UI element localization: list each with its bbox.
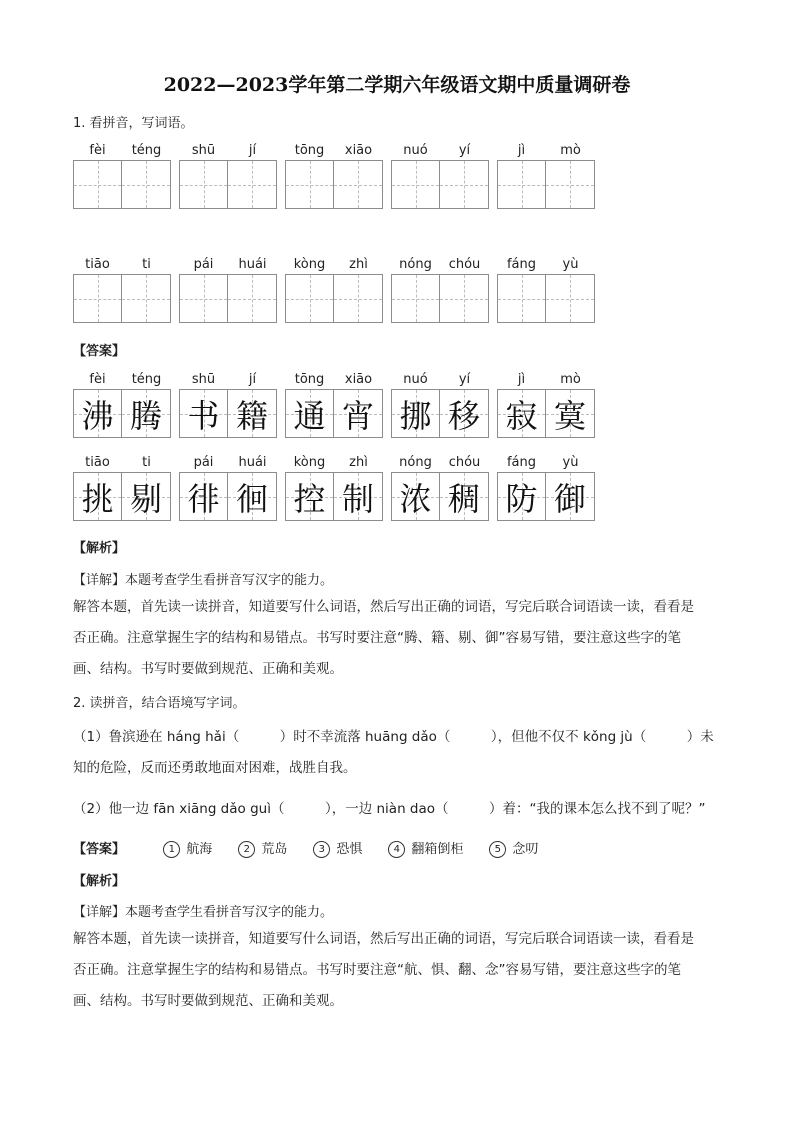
pinyin-grid-row-2 [73, 257, 613, 337]
answer-char-box [334, 472, 383, 521]
writing-box [546, 160, 595, 209]
answer-char: 书 [187, 396, 220, 435]
guide-line-vertical [358, 161, 359, 208]
word-cell [73, 455, 172, 535]
guide-line-vertical [416, 161, 417, 208]
pinyin-label: tōng [294, 143, 325, 158]
answer-char-box [228, 389, 277, 438]
writing-box [546, 274, 595, 323]
answer-char: 挑 [81, 479, 114, 518]
answer-char-box [228, 472, 277, 521]
pinyin-label: nóng [399, 455, 432, 470]
pinyin-label: yí [458, 372, 471, 387]
answer-char-box [440, 389, 489, 438]
circled-number: 1 [163, 841, 180, 858]
word-cell [73, 143, 172, 223]
guide-line-vertical [416, 275, 417, 322]
pinyin-label: nuó [403, 143, 428, 158]
word-cell [391, 455, 490, 535]
answer-char-box [391, 472, 440, 521]
q2-detail: 【详解】本题考查学生看拼音写汉字的能力。 [73, 905, 334, 920]
answer-char: 控 [293, 479, 326, 518]
writing-box [179, 274, 228, 323]
word-cell [285, 455, 384, 535]
answer-char: 移 [447, 396, 480, 435]
writing-box [122, 160, 171, 209]
word-cell [285, 257, 384, 337]
question-1-prompt: 1. 看拼音，写词语。 [73, 116, 194, 131]
pinyin-label: mò [560, 143, 581, 158]
guide-line-vertical [98, 161, 99, 208]
answer-option [313, 842, 362, 857]
answer-char-box [122, 472, 171, 521]
guide-line-vertical [204, 161, 205, 208]
word-cell [391, 372, 490, 452]
pinyin-label: kòng [293, 455, 326, 470]
pinyin-label: téng [131, 143, 162, 158]
guide-line-vertical [98, 275, 99, 322]
writing-box [73, 274, 122, 323]
answer-char-box [285, 472, 334, 521]
q1-analysis-text [73, 592, 723, 685]
writing-box [440, 274, 489, 323]
pinyin-label: chóu [448, 257, 481, 272]
answer-char: 宵 [341, 396, 374, 435]
word-cell [391, 257, 490, 337]
pinyin-label: jì [517, 143, 526, 158]
q1-analysis-tag: 【解析】 [73, 541, 126, 556]
pinyin-label: fáng [506, 257, 537, 272]
pinyin-label: fèi [89, 372, 106, 387]
word-cell [497, 455, 596, 535]
word-cell [285, 372, 384, 452]
pinyin-label: pái [193, 455, 214, 470]
answer-char-box [334, 389, 383, 438]
answer-char-box [440, 472, 489, 521]
guide-line-vertical [522, 275, 523, 322]
guide-line-vertical [310, 275, 311, 322]
answer-char-box [497, 472, 546, 521]
pinyin-label: shū [191, 372, 216, 387]
q2-analysis-text [73, 924, 723, 1017]
pinyin-label: yù [562, 257, 579, 272]
q2-analysis-tag: 【解析】 [73, 874, 126, 889]
q2-sentence-1b: 知的危险，反而还勇敢地面对困难，战胜自我。 [73, 760, 357, 776]
word-cell [179, 372, 278, 452]
guide-line-vertical [522, 161, 523, 208]
q2-sentence-1a: （1）鲁滨逊在 háng hǎi（ ）时不幸流落 huāng dǎo（ ），但他不仅不 kǒng jù（ ）未 [73, 729, 714, 745]
pinyin-label: zhì [349, 455, 368, 470]
q1-detail: 【详解】本题考查学生看拼音写汉字的能力。 [73, 573, 334, 588]
answer-text: 念叨 [512, 842, 539, 857]
answer-text: 翻箱倒柜 [411, 842, 464, 857]
word-cell [497, 257, 596, 337]
answer-char-box [285, 389, 334, 438]
word-cell [497, 143, 596, 223]
writing-box [440, 160, 489, 209]
question-2-prompt: 2. 读拼音，结合语境写字词。 [73, 696, 246, 711]
writing-box [391, 160, 440, 209]
guide-line-vertical [146, 161, 147, 208]
circled-number: 3 [313, 841, 330, 858]
writing-box [391, 274, 440, 323]
pinyin-label: tiāo [85, 257, 110, 272]
word-cell [179, 257, 278, 337]
pinyin-label: téng [131, 372, 162, 387]
q2-sentence-2: （2）他一边 fān xiāng dǎo guì（ ），一边 niàn dao（ ）着：“我的课本怎么找不到了呢？” [73, 801, 706, 817]
writing-box [334, 274, 383, 323]
pinyin-label: yù [562, 455, 579, 470]
answer-char: 稠 [447, 479, 480, 518]
answer-char-box [179, 389, 228, 438]
pinyin-label: huái [238, 257, 267, 272]
q2-answer-list [163, 842, 564, 857]
answer-char: 通 [293, 396, 326, 435]
answer-char: 挪 [399, 396, 432, 435]
answer-char: 徊 [235, 479, 268, 518]
q2-para-2: 否正确。注意掌握生字的结构和易错点。书写时要注意“航、惧、翻、念”容易写错，要注意这些字的笔 [73, 962, 681, 978]
guide-line-vertical [570, 275, 571, 322]
word-cell [179, 455, 278, 535]
word-cell [73, 257, 172, 337]
writing-box [228, 160, 277, 209]
answer-char: 制 [341, 479, 374, 518]
answer-char-box [391, 389, 440, 438]
pinyin-label: kòng [293, 257, 326, 272]
pinyin-label: zhì [349, 257, 368, 272]
writing-box [285, 160, 334, 209]
guide-line-vertical [358, 275, 359, 322]
answer-char: 沸 [81, 396, 114, 435]
writing-box [73, 160, 122, 209]
guide-line-vertical [146, 275, 147, 322]
answer-option [489, 842, 538, 857]
answer-char-box [546, 389, 595, 438]
circled-number: 4 [388, 841, 405, 858]
answer-char-box [73, 472, 122, 521]
pinyin-label: mò [560, 372, 581, 387]
answer-char-box [179, 472, 228, 521]
pinyin-label: jí [248, 372, 257, 387]
writing-box [334, 160, 383, 209]
pinyin-grid-row-1 [73, 143, 613, 223]
word-cell [179, 143, 278, 223]
pinyin-label: xiāo [344, 143, 373, 158]
q1-para-3: 画、结构。书写时要做到规范、正确和美观。 [73, 661, 343, 677]
q2-para-3: 画、结构。书写时要做到规范、正确和美观。 [73, 993, 343, 1009]
answer-option [238, 842, 287, 857]
guide-line-vertical [464, 161, 465, 208]
answer-grid-row-1 [73, 372, 613, 452]
q1-answer-tag: 【答案】 [73, 344, 126, 359]
answer-char: 徘 [187, 479, 220, 518]
writing-box [497, 160, 546, 209]
answer-char: 寞 [553, 396, 586, 435]
circled-number: 2 [238, 841, 255, 858]
word-cell [391, 143, 490, 223]
q2-answer-line [73, 838, 564, 858]
answer-grid-row-2 [73, 455, 613, 535]
pinyin-label: nuó [403, 372, 428, 387]
writing-box [228, 274, 277, 323]
word-cell [497, 372, 596, 452]
circled-number: 5 [489, 841, 506, 858]
pinyin-label: tōng [294, 372, 325, 387]
pinyin-label: fèi [89, 143, 106, 158]
pinyin-label: xiāo [344, 372, 373, 387]
answer-text: 荒岛 [261, 842, 288, 857]
q2-para-1: 解答本题，首先读一读拼音，知道要写什么词语，然后写出正确的词语，写完后联合词语读一读，看看是 [73, 931, 694, 947]
answer-char: 腾 [129, 396, 162, 435]
guide-line-vertical [252, 161, 253, 208]
pinyin-label: ti [142, 257, 151, 272]
writing-box [497, 274, 546, 323]
answer-option [388, 842, 463, 857]
pinyin-label: fáng [506, 455, 537, 470]
pinyin-label: yí [458, 143, 471, 158]
q2-sentence-1 [73, 722, 723, 784]
guide-line-vertical [310, 161, 311, 208]
pinyin-label: chóu [448, 455, 481, 470]
answer-text: 恐惧 [336, 842, 363, 857]
answer-char-box [497, 389, 546, 438]
guide-line-vertical [252, 275, 253, 322]
page-title: 2022—2023学年第二学期六年级语文期中质量调研卷 [163, 74, 631, 96]
answer-char: 防 [505, 479, 538, 518]
q1-para-1: 解答本题，首先读一读拼音，知道要写什么词语，然后写出正确的词语，写完后联合词语读一读，看看是 [73, 599, 694, 615]
answer-char-box [546, 472, 595, 521]
answer-char: 剔 [129, 479, 162, 518]
pinyin-label: nóng [399, 257, 432, 272]
answer-text: 航海 [186, 842, 213, 857]
word-cell [285, 143, 384, 223]
pinyin-label: pái [193, 257, 214, 272]
q1-para-2: 否正确。注意掌握生字的结构和易错点。书写时要注意“腾、籍、剔、御”容易写错，要注意这些字的笔 [73, 630, 681, 646]
pinyin-label: jì [517, 372, 526, 387]
guide-line-vertical [204, 275, 205, 322]
pinyin-label: tiāo [85, 455, 110, 470]
guide-line-vertical [570, 161, 571, 208]
answer-char: 籍 [235, 396, 268, 435]
answer-char: 寂 [505, 396, 538, 435]
answer-char-box [122, 389, 171, 438]
pinyin-label: huái [238, 455, 267, 470]
answer-char-box [73, 389, 122, 438]
word-cell [73, 372, 172, 452]
writing-box [285, 274, 334, 323]
writing-box [122, 274, 171, 323]
pinyin-label: jí [248, 143, 257, 158]
pinyin-label: ti [142, 455, 151, 470]
answer-option [163, 842, 212, 857]
answer-char: 浓 [399, 479, 432, 518]
guide-line-vertical [464, 275, 465, 322]
answer-char: 御 [553, 479, 586, 518]
writing-box [179, 160, 228, 209]
q2-answer-tag: 【答案】 [73, 842, 126, 857]
pinyin-label: shū [191, 143, 216, 158]
